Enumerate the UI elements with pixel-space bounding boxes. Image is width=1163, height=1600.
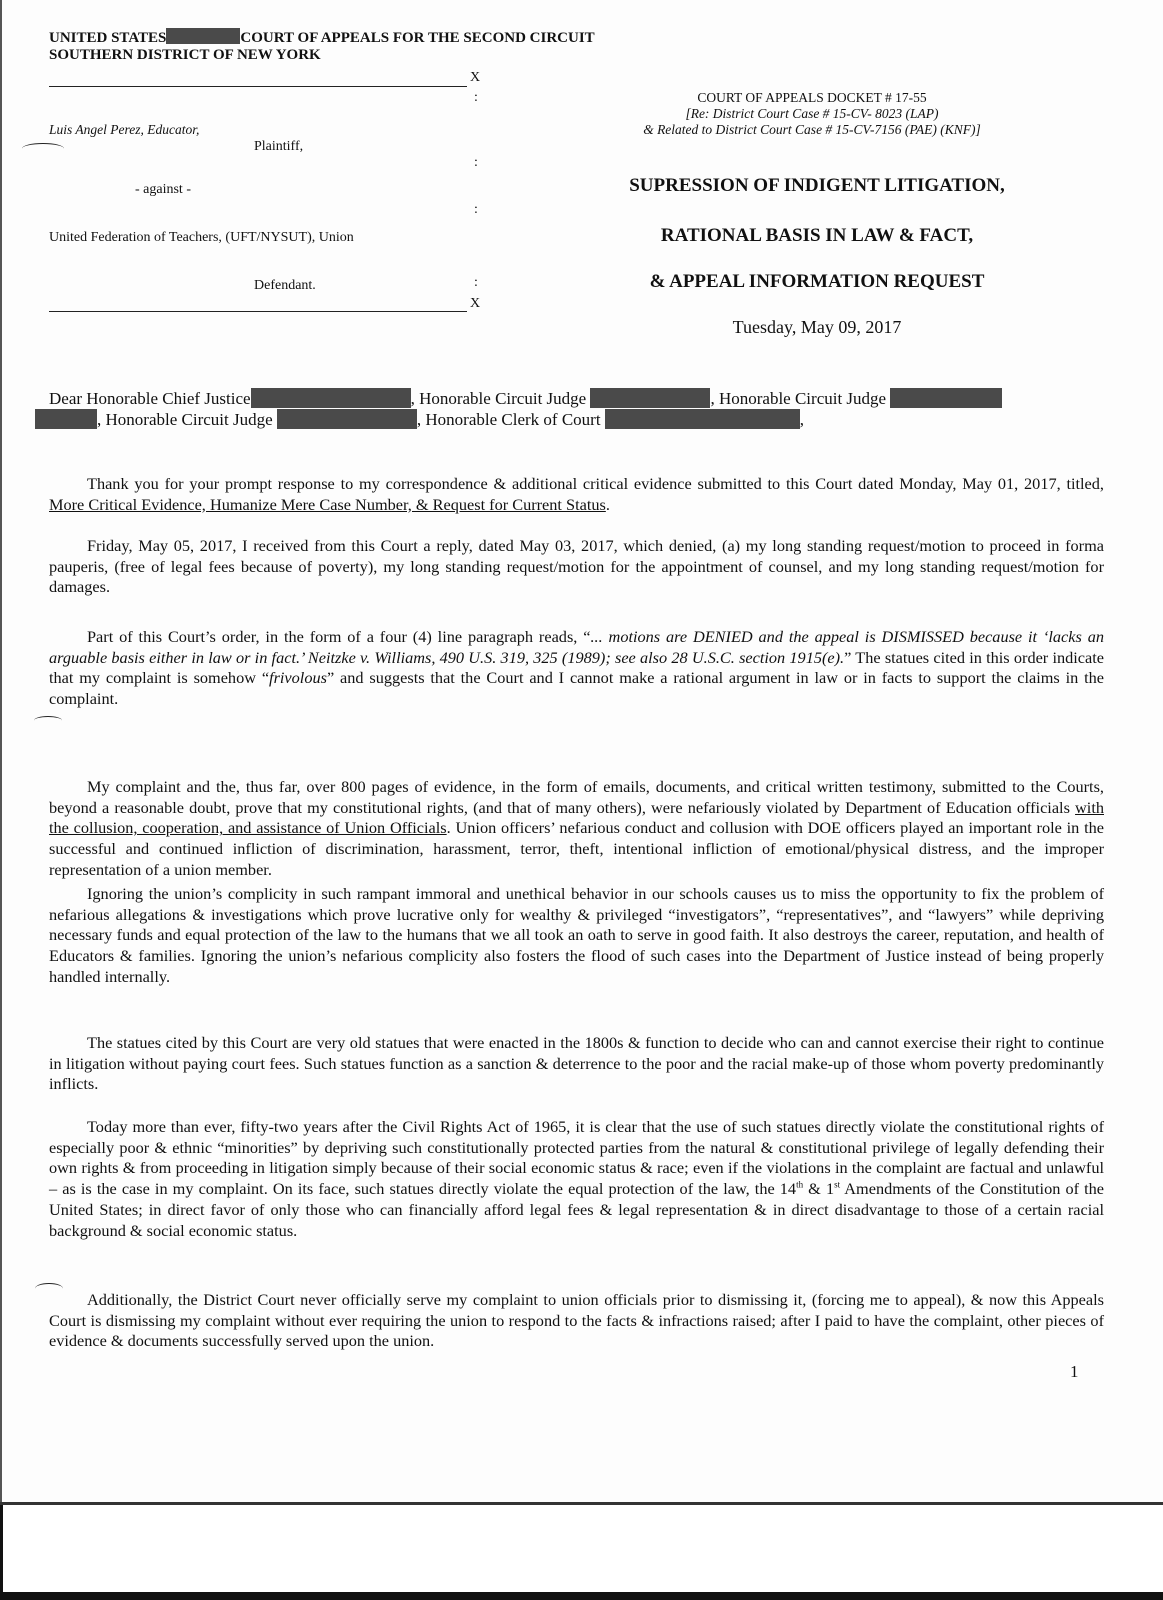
court-heading-line1b: COURT OF APPEALS FOR THE SECOND CIRCUIT: [240, 30, 595, 46]
salutation-text: , Honorable Circuit Judge: [710, 389, 887, 408]
docket-block: [602, 90, 1022, 138]
redaction-block: [590, 388, 710, 408]
paragraph-text: . Union officers’ nefarious conduct and collusion with DOE officers played an important role in the successful and continued infliction of discrimination, harassment, terror, theft, intentional infliction of emotional/physical distress, and the improper representation of a union member.: [49, 818, 1104, 879]
salutation: [49, 388, 1109, 430]
salutation-text: , Honorable Circuit Judge: [97, 410, 273, 429]
salutation-text: , Honorable Clerk of Court: [416, 410, 601, 429]
caption-colon: :: [474, 155, 478, 170]
plaintiff-label: Plaintiff,: [254, 139, 304, 154]
docket-number: COURT OF APPEALS DOCKET # 17-55: [697, 90, 927, 105]
scan-border: [0, 1592, 1163, 1600]
ordinal-suffix: th: [796, 1179, 804, 1190]
redaction-block: [35, 409, 97, 429]
court-order-quote: ... motions are DENIED and the appeal is DISMISSED because it ‘lacks an arguable basis either in law or in fact.’ Neitzke v. Williams, 490 U.S. 319, 325 (1989); see also 28 U.S.C. section 1915(e).: [49, 627, 1104, 667]
ordinal-suffix: st: [834, 1179, 841, 1190]
paragraph-text: Thank you for your prompt response to my correspondence & additional critical evidence submitted to this Court dated Monday, May 01, 2017, titled,: [87, 474, 1104, 493]
document-title-line3: & APPEAL INFORMATION REQUEST: [649, 271, 985, 292]
caption-x-top: X: [470, 70, 481, 85]
paragraph-8: Additionally, the District Court never officially serve my complaint to union officials prior to dismissing it, (forcing me to appeal), & now this Appeals Court is dismissing my complaint without ever requiring the union to respond to the facts & infractions raised; after I paid to have the complaint, other pieces of evidence & documents successfully served upon the union.: [49, 1290, 1104, 1351]
court-heading-line2: SOUTHERN DISTRICT OF NEW YORK: [49, 47, 321, 63]
paragraph-text: ” and suggests that the Court and I cannot make a rational argument in law or in facts to support the claims in the complaint.: [49, 668, 1105, 709]
margin-mark: [22, 143, 64, 154]
document-date: Tuesday, May 09, 2017: [732, 317, 902, 337]
paragraph-1: [49, 474, 1104, 515]
district-case-ref: [Re: District Court Case # 15-CV- 8023 (LAP): [685, 106, 939, 121]
salutation-text: Dear Honorable Chief Justice: [49, 389, 251, 408]
redaction-block: [605, 409, 800, 429]
redaction-block: [890, 388, 1002, 408]
paragraph-5: Ignoring the union’s complicity in such rampant immoral and unethical behavior in our schools causes us to miss the opportunity to fix the problem of nefarious allegations & investigations which prove lucrative only for wealthy & privileged “investigators”, “representatives”, and “lawyers” while depriving necessary funds and equal protection of the law to the humans that we all took an oath to serve in good faith. It also destroys the career, reputation, and health of Educators & families. Ignoring the union’s nefarious complicity also fosters the flood of such cases into the Department of Justice instead of being properly handled internally.: [49, 884, 1104, 986]
caption-top-rule: [49, 86, 467, 87]
margin-mark: [34, 716, 62, 725]
paragraph-2: Friday, May 05, 2017, I received from this Court a reply, dated May 03, 2017, which denied, (a) my long standing request/motion to proceed in forma pauperis, (free of legal fees because of poverty), my long standing request/motion for the appointment of counsel, and my long standing request/motion for damages.: [49, 536, 1104, 597]
paragraph-7: [49, 1117, 1104, 1241]
defendant-label: Defendant.: [254, 278, 316, 293]
paragraph-3: [49, 627, 1104, 710]
emphasis-frivolous: frivolous: [269, 668, 327, 688]
defendant-name: United Federation of Teachers, (UFT/NYSUT), Union: [49, 230, 354, 245]
caption-colon: :: [474, 275, 478, 290]
caption-bottom-rule: [49, 311, 467, 312]
paragraph-text: & 1: [803, 1179, 835, 1199]
redaction-block: [166, 28, 240, 44]
redaction-block: [251, 388, 411, 408]
salutation-text: , Honorable Circuit Judge: [410, 389, 587, 408]
paragraph-6: The statues cited by this Court are very old statues that were enacted in the 1800s & function to decide who can and cannot exercise their right to continue in litigation without paying court fees. Such statues function as a sanction & deterrence to the poor and the racial make-up of those whom poverty predominantly inflicts.: [49, 1033, 1104, 1094]
caption-x-bottom: X: [470, 296, 481, 311]
paragraph-text: My complaint and the, thus far, over 800 pages of evidence, in the form of emails, documents, and critical written testimony, submitted to the Courts, beyond a reasonable doubt, prove that my constitutional rights, (and that of many others), were nefariously violated by Department of Education officials: [49, 777, 1104, 817]
referenced-title: More Critical Evidence, Humanize Mere Case Number, & Request for Current Status: [49, 494, 606, 514]
caption-colon: :: [474, 90, 478, 105]
against-label: - against -: [135, 182, 191, 197]
scan-backing: [0, 1505, 1163, 1593]
paragraph-text: Today more than ever, fifty-two years after the Civil Rights Act of 1965, it is clear that the use of such statues directly violate the constitutional rights of especially poor & ethnic “minorities” by depriving such constitutionally protected parties from the natural & constitutional privilege of legally defending their own rights & from proceeding in litigation simply because of their social economic status & race; even if the violations in the complaint are factual and unlawful – as is the case in my complaint. On its face, such statues directly violate the equal protection of the law, the 14: [49, 1117, 1104, 1199]
document-title-line1: SUPRESSION OF INDIGENT LITIGATION,: [629, 175, 1005, 196]
paragraph-text: ” The statues cited in this order indicate that my complaint is somehow “: [49, 647, 1104, 688]
paragraph-4: [49, 777, 1104, 881]
paragraph-text: Amendments of the Constitution of the United States; in direct favor of only those who can financially afford legal fees & legal representation & in direct disadvantage to those of a certain racial background & social economic status.: [49, 1179, 1105, 1240]
related-case-ref: & Related to District Court Case # 15-CV-7156 (PAE) (KNF)]: [643, 122, 981, 137]
underlined-phrase: with the collusion, cooperation, and assistance of Union Officials: [49, 797, 1104, 838]
salutation-text: ,: [799, 410, 805, 429]
court-heading: [49, 28, 595, 64]
paragraph-text: Part of this Court’s order, in the form of a four (4) line paragraph reads, “: [87, 627, 591, 646]
paragraph-text: .: [605, 494, 610, 514]
plaintiff-name: Luis Angel Perez, Educator,: [49, 122, 200, 137]
page-number: 1: [1070, 1362, 1079, 1381]
court-heading-line1a: UNITED STATES: [49, 30, 167, 46]
caption-colon: :: [474, 202, 478, 217]
document-title-line2: RATIONAL BASIS IN LAW & FACT,: [660, 225, 974, 246]
redaction-block: [277, 409, 417, 429]
